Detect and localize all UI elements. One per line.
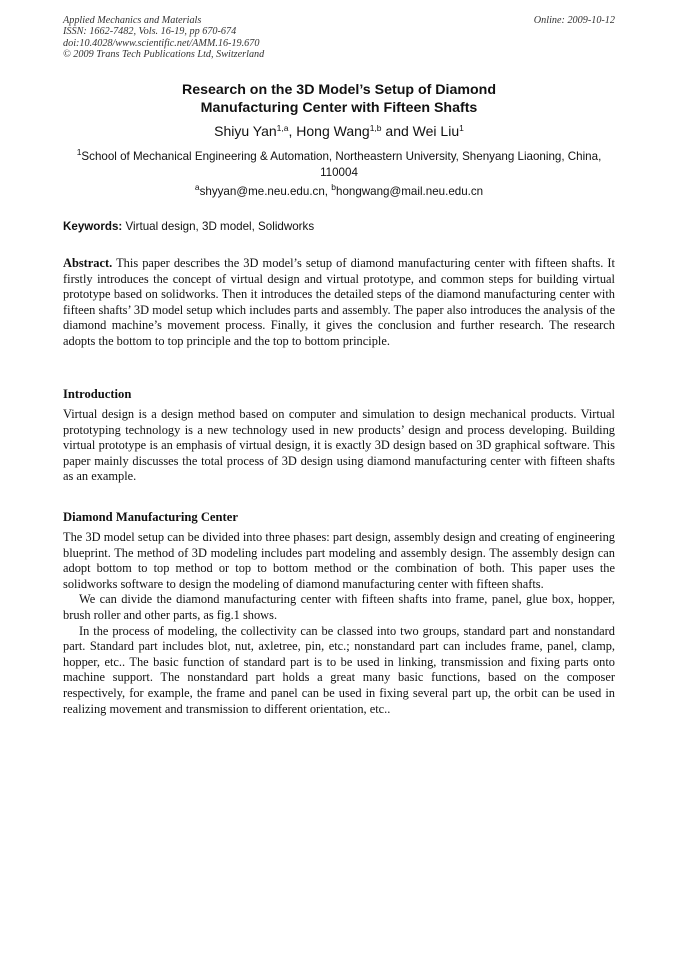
author-and: and	[385, 123, 409, 139]
introduction-text: Virtual design is a design method based on computer and simulation to design mechanical products. Virtual prototyping technology is a new technology used in new products’ design and process developing. Building virtual prototype is an emphasis of virtual design, it is exactly 3D design based on 3D graphical software. This paper mainly discusses the total process of 3D design using diamond manufacturing center with fifteen shafts as an example.	[63, 407, 615, 484]
author-1-name: Shiyu Yan	[214, 123, 277, 139]
author-2-affil-sup: 1,b	[369, 123, 382, 133]
author-2-name: Hong Wang	[296, 123, 370, 139]
keywords-text: Virtual design, 3D model, Solidworks	[125, 220, 315, 233]
abstract-label: Abstract.	[63, 256, 113, 270]
dmc-paragraph-3: In the process of modeling, the collectivity can be classed into two groups, standard part and nonstandard part. Standard part includes blot, nut, axletree, pin, etc.; nonstandard part can includes frame, panel, clamp, hopper, etc.. The basic function of standard part is to be used in linking, transmission and fixing parts onto machine support. The nonstandard part holds a great many basic functions, based on the composer respectively, for example, the frame and panel can be used in fixing several part up, the orbit can be used in realizing movement and transmission to different orientation, etc..	[63, 623, 615, 716]
paper-title	[63, 82, 615, 117]
affiliation-sup: 1	[76, 147, 82, 157]
author-3-affil-sup: 1	[459, 123, 464, 133]
email-b: hongwang@mail.neu.edu.cn	[336, 185, 484, 198]
doi-line: doi:10.4028/www.scientific.net/AMM.16-19.670	[63, 37, 260, 49]
issn-line: ISSN: 1662-7482, Vols. 16-19, pp 670-674	[63, 26, 237, 38]
online-date: Online: 2009-10-12	[533, 15, 615, 26]
journal-header	[63, 15, 615, 60]
dmc-section-body	[63, 530, 615, 717]
author-1-affil-sup: 1,a	[276, 123, 289, 133]
title-line-1: Research on the 3D Model’s Setup of Diamond	[181, 82, 496, 98]
email-a-sup: a	[194, 182, 200, 192]
copyright-line: © 2009 Trans Tech Publications Ltd, Switzerland	[63, 48, 265, 60]
email-a: shyyan@me.neu.edu.cn,	[199, 185, 329, 198]
journal-name: Applied Mechanics and Materials	[63, 15, 202, 26]
dmc-paragraph-2: We can divide the diamond manufacturing center with fifteen shafts into frame, panel, glue box, hopper, brush roller and other parts, as fig.1 shows.	[63, 592, 615, 622]
affiliation	[73, 149, 605, 181]
dmc-paragraph-1: The 3D model setup can be divided into three phases: part design, assembly design and creating of engineering blueprint. The method of 3D modeling includes part modeling and assembly design. The assembly design can adopt bottom to top method or top to bottom method or the combination of both. This paper uses the solidworks software to design the modeling of diamond manufacturing center with fifteen shafts.	[63, 530, 615, 591]
title-line-2: Manufacturing Center with Fifteen Shafts	[200, 99, 478, 116]
email-b-sup: b	[331, 182, 336, 192]
introduction-heading: Introduction	[63, 387, 132, 401]
author-3-name: Wei Liu	[412, 123, 460, 139]
keywords-label: Keywords:	[63, 220, 123, 233]
author-emails	[63, 184, 615, 200]
abstract-text: This paper describes the 3D model’s setup of diamond manufacturing center with fifteen shafts. It firstly introduces the concept of virtual design and virtual prototype, and common steps for building virtual prototype based on solidworks. Then it introduces the detailed steps of the diamond manufacturing center with fifteen shafts’ 3D model setup which includes parts and assembly. The paper also introduces the analysis of the diamond machine’s movement process. Finally, it gives the conclusion and further research. The research adopts the bottom to top principle and the top to bottom principle.	[63, 256, 615, 348]
author-list: Shiyu Yan$^{1,a}$, Hong Wang$^{1,b}$ and Wei Liu$^1$	[214, 123, 464, 139]
keywords	[63, 219, 615, 235]
affiliation-text: School of Mechanical Engineering & Automation, Northeastern University, Shenyang Liaoning, China, 110004	[81, 150, 602, 179]
dmc-heading: Diamond Manufacturing Center	[63, 510, 238, 524]
abstract	[63, 256, 615, 350]
